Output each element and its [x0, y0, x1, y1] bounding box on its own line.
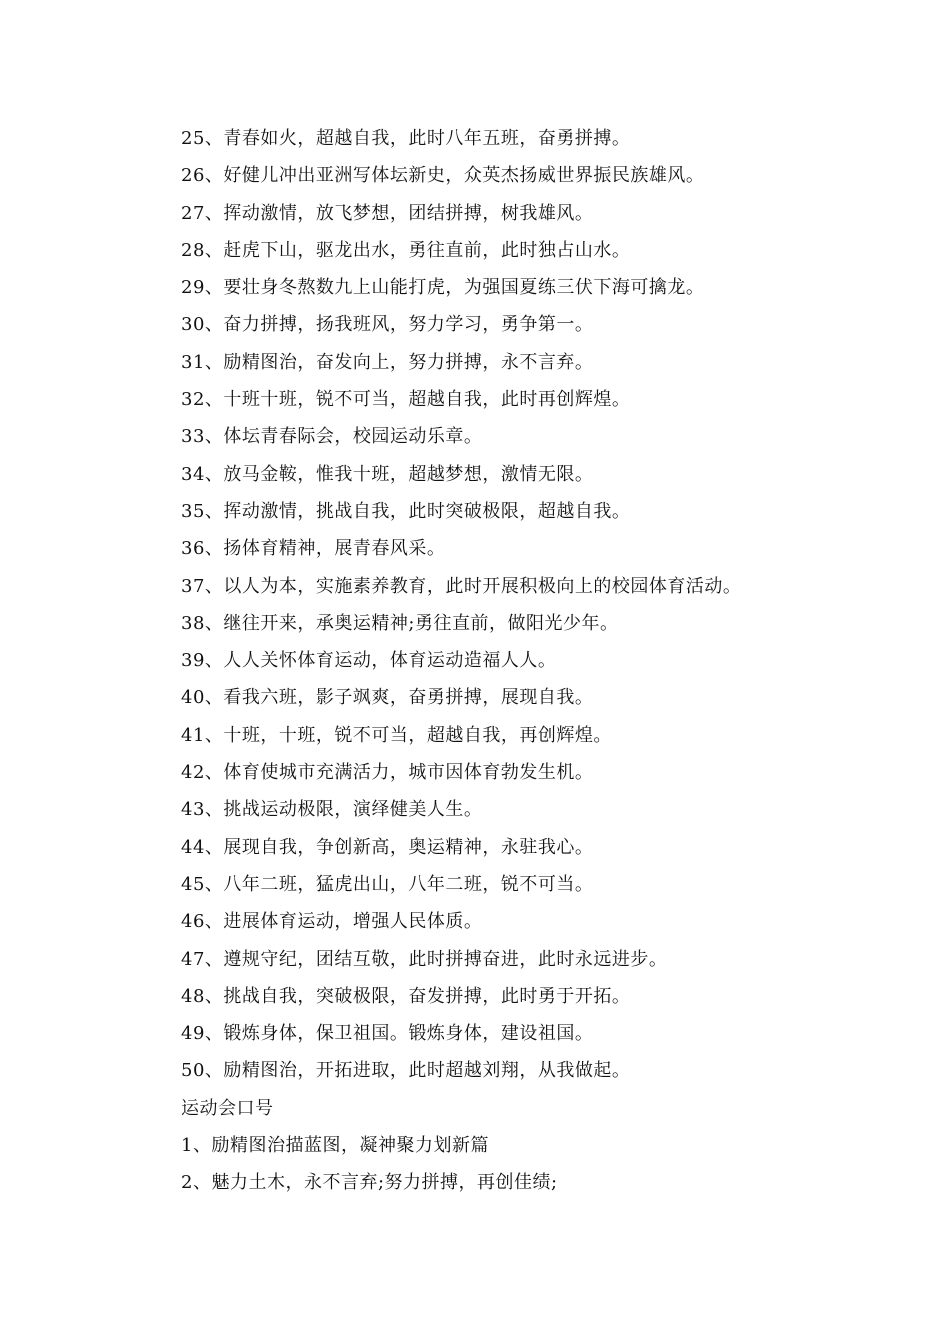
slogan-line-47: 47、遵规守纪，团结互敬，此时拼搏奋进，此时永远进步。 [181, 948, 668, 970]
slogan-line-43: 43、挑战运动极限，演绎健美人生。 [181, 799, 483, 821]
slogan-line-38: 38、继往开来，承奥运精神;勇往直前，做阳光少年。 [181, 612, 619, 634]
slogan-line-30: 30、奋力拼搏，扬我班风，努力学习，勇争第一。 [181, 314, 594, 336]
slogan-line-34: 34、放马金鞍，惟我十班，超越梦想，激情无限。 [181, 463, 594, 485]
slogan-line-42: 42、体育使城市充满活力，城市因体育勃发生机。 [181, 762, 594, 784]
slogan-line-46: 46、进展体育运动，增强人民体质。 [181, 911, 483, 933]
slogan-line-25: 25、青春如火，超越自我，此时八年五班，奋勇拼搏。 [181, 128, 631, 149]
slogan-line-40: 40、看我六班，影子飒爽，奋勇拼搏，展现自我。 [181, 687, 594, 709]
slogan-line-35: 35、挥动激情，挑战自我，此时突破极限，超越自我。 [181, 500, 631, 522]
slogan-line-33: 33、体坛青春际会，校园运动乐章。 [181, 426, 483, 448]
section-heading: 运动会口号 [181, 1097, 274, 1119]
slogan-line-48: 48、挑战自我，突破极限，奋发拼搏，此时勇于开拓。 [181, 985, 631, 1007]
slogan-line-26: 26、好健儿冲出亚洲写体坛新史，众英杰扬威世界振民族雄风。 [181, 165, 705, 187]
slogan-line-41: 41、十班，十班，锐不可当，超越自我，再创辉煌。 [181, 724, 612, 746]
document-body [181, 120, 881, 1202]
slogan-line-29: 29、要壮身冬熬数九上山能打虎，为强国夏练三伏下海可擒龙。 [181, 277, 705, 299]
slogan-line-37: 37、以人为本，实施素养教育，此时开展积极向上的校园体育活动。 [181, 575, 742, 597]
slogan-line-27: 27、挥动激情，放飞梦想，团结拼搏，树我雄风。 [181, 202, 594, 224]
slogan-line-31: 31、励精图治，奋发向上，努力拼搏，永不言弃。 [181, 351, 594, 373]
slogan-line-49: 49、锻炼身体，保卫祖国。锻炼身体，建设祖国。 [181, 1023, 594, 1045]
slogan-line-39: 39、人人关怀体育运动，体育运动造福人人。 [181, 650, 557, 672]
slogan-line-28: 28、赶虎下山，驱龙出水，勇往直前，此时独占山水。 [181, 239, 631, 261]
slogan-line-32: 32、十班十班，锐不可当，超越自我，此时再创辉煌。 [181, 389, 631, 411]
slogan-line-36: 36、扬体育精神，展青春风采。 [181, 538, 446, 560]
slogan-line-1: 1、励精图治描蓝图，凝神聚力划新篇 [181, 1135, 489, 1157]
slogan-line-2: 2、魅力土木，永不言弃;努力拼搏，再创佳绩; [181, 1172, 558, 1194]
slogan-line-44: 44、展现自我，争创新高，奥运精神，永驻我心。 [181, 836, 594, 858]
slogan-line-50: 50、励精图治，开拓进取，此时超越刘翔，从我做起。 [181, 1060, 631, 1082]
slogan-line-45: 45、八年二班，猛虎出山，八年二班，锐不可当。 [181, 873, 594, 895]
